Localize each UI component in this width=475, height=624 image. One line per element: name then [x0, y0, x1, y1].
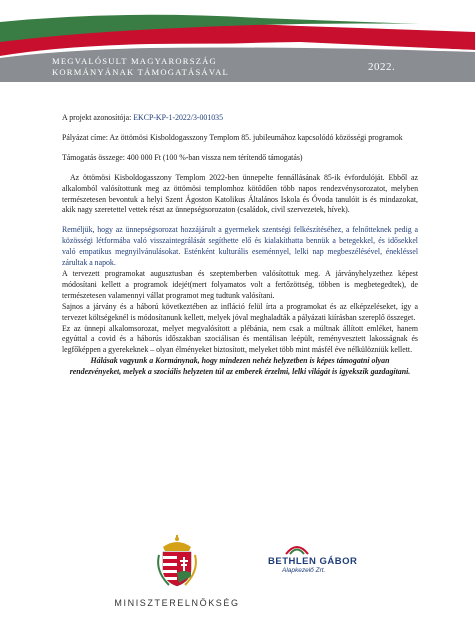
bethlen-gabor-subtitle: Alapkezelő Zrt. — [282, 567, 326, 574]
bethlen-gabor-name: BETHLEN GÁBOR — [268, 556, 358, 567]
banner-line-2: KORMÁNYÁNAK TÁMOGATÁSÁVAL — [52, 67, 229, 77]
banner-line-1: MEGVALÓSULT MAGYARORSZÁG — [52, 56, 217, 66]
project-title-label: Pályázat címe: — [62, 132, 108, 142]
paragraph-4: Sajnos a járvány és a háború következtében az infláció felül írta a programokat és az elképzeléseket, így a tervezet költségeknél is módosítanunk kellett, melyek jóval meghaladták a pályázati kiírásban szereplő összeget. — [62, 301, 418, 322]
banner-year: 2022. — [368, 61, 396, 73]
project-id-label: A projekt azonosítója: — [62, 113, 132, 122]
ministry-name: MINISZTERELNÖKSÉG — [114, 598, 240, 608]
banner-title — [52, 56, 229, 78]
project-amount-line — [62, 153, 418, 164]
bethlen-gabor-mark-icon — [282, 540, 312, 556]
coat-of-arms-icon — [155, 535, 199, 587]
project-id-value: EKCP-KP-1-2022/3-001035 — [133, 113, 224, 122]
ministry-logo — [112, 535, 242, 608]
document-body — [62, 113, 418, 378]
paragraph-1: Az öttömösi Kisboldogasszony Templom 2022-ben ünnepelte fennállásának 85-ik évfordulóját. Ebből az alkalomból valósítottunk meg az öttömösi templomhoz kötődően több napos rendezvénysorozatot, melyben természetesen bevontuk a helyi Szent Ágoston Katolikus Általános Iskola és Óvoda tanulóit is és mindazokat, akik nagy szeretettel vettek részt az ünnepségsorozaton (családok, civil szervezetek, hívek). — [62, 172, 418, 215]
paragraph-5: Ez az ünnepi alkalomsorozat, melyet megvalósított a plébánia, nem csak a múltnak állított emléket, hanem egyúttal a covid és a háborús időszakban szociálisan és mentálisan leépült, reményvesztett lakosságnak és legfőképpen a gyerekeknek – olyan élményeket biztosított, melyeket több mint másfél éve nélkülözniük kellett. — [62, 323, 418, 355]
project-title-line — [62, 133, 418, 144]
paragraph-3: A tervezett programokat augusztusban és szeptemberben valósítottuk meg. A járványhelyzethez képest módosítani kellett a programok idejét(mert folyamatos volt a fertőzöttség, többen is megbetegedtek), de természetesen valamennyi vállat programot meg tudtunk valósítani. — [62, 268, 418, 300]
project-id-line — [62, 113, 418, 124]
banner-graphic — [0, 0, 475, 105]
closing-statement: Hálásak vagyunk a Kormánynak, hogy mindezen nehéz helyzetben is képes támogatni olyan rendezvényeket, melyek a szociális helyzeten túl az emberek érzelmi, lelki világát is igyekszik gazdagítani. — [69, 356, 411, 377]
project-amount-label: Támogatás összege: — [62, 152, 125, 162]
project-amount-value: 400 000 Ft (100 %-ban vissza nem térítendő támogatás) — [126, 152, 303, 162]
project-title-value: Az öttömösi Kisboldogasszony Templom 85. jubileumához kapcsolódó közösségi programok — [109, 132, 403, 142]
header-banner — [0, 0, 475, 105]
paragraph-2: Reméljük, hogy az ünnepségsorozat hozzájárult a gyermekek szentségi felkészítéséhez, a felnőtteknek pedig a közösségi létformába való visszaintegrálását segíthette elő és kialakíthatta bennük a betegekkel, és idősekkel való empatikus megnyilvánulásokat. Esténként kulturális eseménnyel, lelki nap megbeszélésével, énekléssel zárultak a napok. — [62, 225, 418, 268]
bethlen-gabor-logo — [268, 540, 388, 574]
